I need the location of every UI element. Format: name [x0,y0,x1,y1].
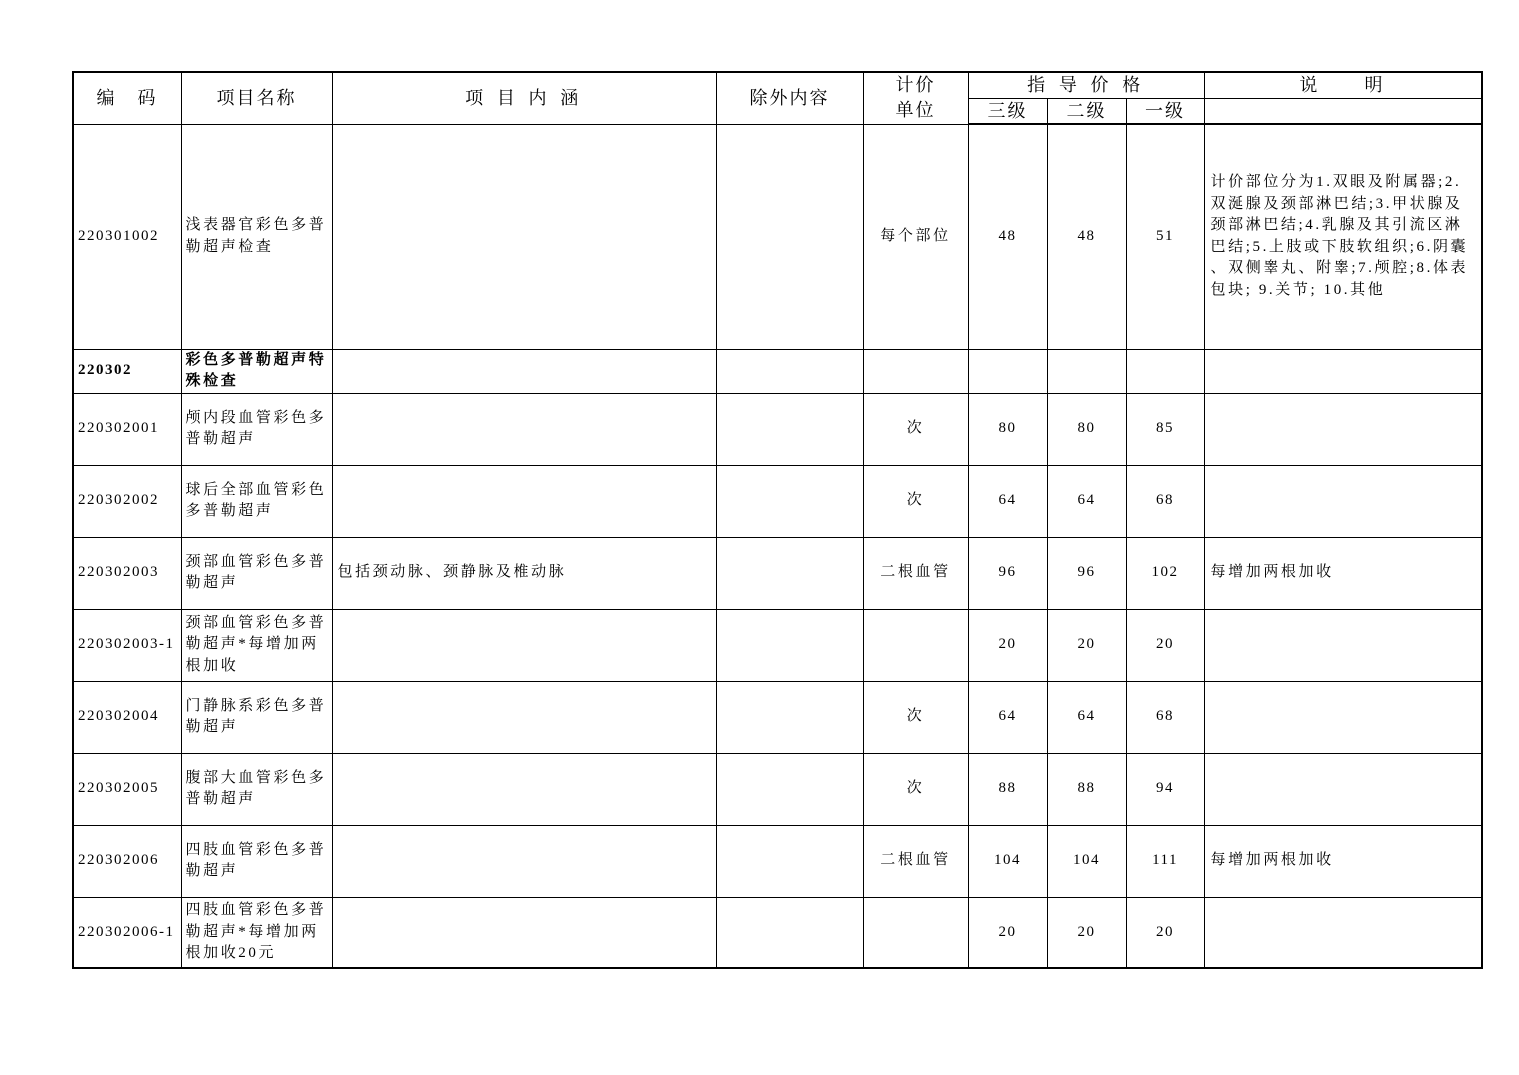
item-note [1204,465,1482,537]
item-code: 220302006-1 [73,897,181,968]
item-name: 四肢血管彩色多普勒超声*每增加两根加收20元 [181,897,332,968]
item-code: 220302004 [73,681,181,753]
price-level3: 64 [968,465,1047,537]
price-level1: 68 [1126,681,1204,753]
item-content [332,825,716,897]
item-unit [863,897,968,968]
item-exclusion [716,897,863,968]
header-exclusion: 除外内容 [716,72,863,124]
header-unit-line2: 单位 [895,100,936,121]
header-row [73,72,1482,98]
item-unit: 次 [863,393,968,465]
item-unit: 二根血管 [863,825,968,897]
price-level1 [1126,349,1204,393]
item-exclusion [716,465,863,537]
price-level1: 20 [1126,609,1204,681]
header-note-sub [1204,98,1482,124]
header-level2: 二级 [1047,98,1126,124]
table-row [73,681,1482,753]
header-code: 编 码 [73,72,181,124]
price-level3: 88 [968,753,1047,825]
price-level1: 20 [1126,897,1204,968]
item-note [1204,897,1482,968]
item-code: 220302006 [73,825,181,897]
item-exclusion [716,124,863,349]
item-name: 球后全部血管彩色多普勒超声 [181,465,332,537]
price-level3: 48 [968,124,1047,349]
price-level3: 80 [968,393,1047,465]
price-level1: 111 [1126,825,1204,897]
header-item-content: 项 目 内 涵 [332,72,716,124]
item-note [1204,753,1482,825]
table-row [73,825,1482,897]
item-content [332,681,716,753]
header-guide-price: 指 导 价 格 [968,72,1204,98]
table-row [73,537,1482,609]
item-unit [863,349,968,393]
header-level3: 三级 [968,98,1047,124]
item-name: 浅表器官彩色多普勒超声检查 [181,124,332,349]
price-level3: 64 [968,681,1047,753]
table-row [73,124,1482,349]
price-table [72,71,1483,969]
item-name: 腹部大血管彩色多普勒超声 [181,753,332,825]
category-code: 220302 [73,349,181,393]
item-unit: 二根血管 [863,537,968,609]
item-note [1204,349,1482,393]
price-level2: 48 [1047,124,1126,349]
item-exclusion [716,393,863,465]
price-level2: 104 [1047,825,1126,897]
item-content [332,753,716,825]
item-content [332,393,716,465]
price-level1: 94 [1126,753,1204,825]
item-code: 220302005 [73,753,181,825]
price-level2 [1047,349,1126,393]
item-content [332,609,716,681]
item-unit: 次 [863,681,968,753]
price-level2: 80 [1047,393,1126,465]
price-level2: 88 [1047,753,1126,825]
item-code: 220301002 [73,124,181,349]
price-level2: 96 [1047,537,1126,609]
item-name: 颈部血管彩色多普勒超声 [181,537,332,609]
price-level1: 68 [1126,465,1204,537]
item-note: 每增加两根加收 [1204,825,1482,897]
price-level2: 20 [1047,897,1126,968]
item-note: 计价部位分为1.双眼及附属器;2.双涎腺及颈部淋巴结;3.甲状腺及颈部淋巴结;4.乳腺及其引流区淋巴结;5.上肢或下肢软组织;6.阴囊、双侧睾丸、附睾;7.颅腔;8.体表包块; 9.关节; 10.其他 [1204,124,1482,349]
price-level3: 96 [968,537,1047,609]
header-level1: 一级 [1126,98,1204,124]
header-note: 说 明 [1204,72,1482,98]
table-row [73,465,1482,537]
item-unit: 每个部位 [863,124,968,349]
item-code: 220302002 [73,465,181,537]
item-code: 220302003 [73,537,181,609]
item-note [1204,393,1482,465]
item-content: 包括颈动脉、颈静脉及椎动脉 [332,537,716,609]
item-exclusion [716,753,863,825]
item-code: 220302003-1 [73,609,181,681]
item-content [332,897,716,968]
item-unit: 次 [863,753,968,825]
category-name: 彩色多普勒超声特殊检查 [181,349,332,393]
table-row [73,393,1482,465]
header-item-name: 项目名称 [181,72,332,124]
price-level1: 85 [1126,393,1204,465]
table-row [73,609,1482,681]
table-row [73,897,1482,968]
item-unit: 次 [863,465,968,537]
price-level2: 64 [1047,681,1126,753]
category-row [73,349,1482,393]
item-note [1204,681,1482,753]
header-unit [863,72,968,124]
item-content [332,124,716,349]
item-exclusion [716,609,863,681]
price-level2: 64 [1047,465,1126,537]
item-content [332,349,716,393]
price-level3: 104 [968,825,1047,897]
price-level3: 20 [968,609,1047,681]
price-level3: 20 [968,897,1047,968]
price-level3 [968,349,1047,393]
price-level1: 51 [1126,124,1204,349]
price-level2: 20 [1047,609,1126,681]
item-name: 四肢血管彩色多普勒超声 [181,825,332,897]
item-code: 220302001 [73,393,181,465]
item-exclusion [716,825,863,897]
header-unit-line1: 计价 [895,75,936,96]
item-name: 颅内段血管彩色多普勒超声 [181,393,332,465]
item-note: 每增加两根加收 [1204,537,1482,609]
table-row [73,753,1482,825]
item-note [1204,609,1482,681]
item-name: 门静脉系彩色多普勒超声 [181,681,332,753]
price-level1: 102 [1126,537,1204,609]
item-content [332,465,716,537]
item-unit [863,609,968,681]
item-exclusion [716,349,863,393]
item-exclusion [716,681,863,753]
item-exclusion [716,537,863,609]
item-name: 颈部血管彩色多普勒超声*每增加两根加收 [181,609,332,681]
